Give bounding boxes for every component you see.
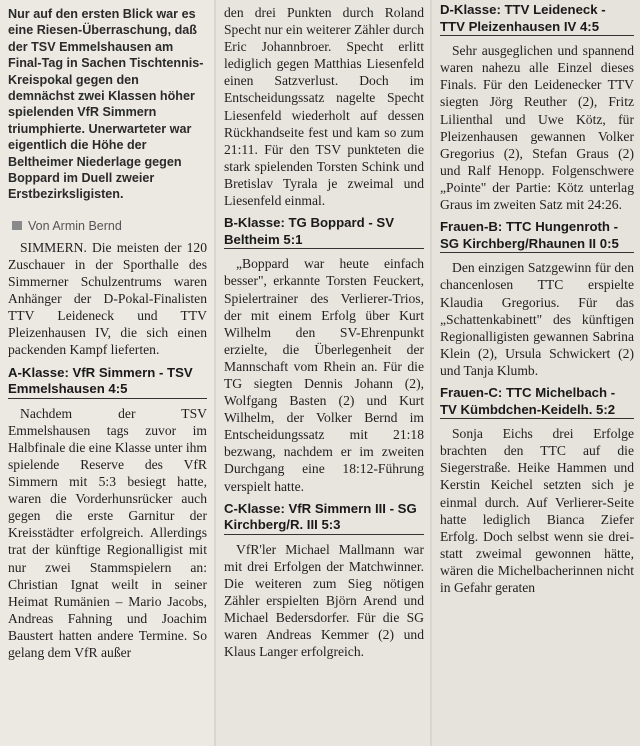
c-klasse-text: VfR'ler Michael Mallmann war mit drei Erfolgen der Matchwinner. Die weiteren zum Sieg nötigen Zähler erspielten Björn Arend und Michael Bedersdorfer. Für die SG waren Andreas Kemmer (2) und Klaus Langer erfolgreich.: [224, 541, 424, 660]
intro-paragraph: SIMMERN. Die meisten der 120 Zuschauer in der Sporthalle des Simmerner Schulzentrums waren Anhänger der D-Pokal-Finalisten TTV Leideneck und TTV Pleizenhausen IV, die sich einen packenden Kampf lieferten.: [8, 239, 207, 358]
d-klasse-text: Sehr ausgeglichen und spannend waren nahezu alle Einzel dieses Finals. Für den Leidenecker TTV siegten Jörg Reuther (2), Fritz Lilienthal und Uwe Kötz, für Pleizenhausen gewannen Volker Gregorius (2), Stefan Graus (2) und Ralf Henopp. Folgenschwere „Pointe" der Partie: Kötz unterlag Graus im zweiten Satz mit 24:26.: [440, 43, 634, 213]
article-lead: Nur auf den ersten Blick war es eine Riesen-Überraschung, daß der TSV Emmelshausen am Final-Tag in Sachen Tischtennis-Kreispokal gegen den demnächst zwei Klassen höher spielenden VfR Simmern triumphierte. Unerwarteter war eigentlich die Höhe der Beltheimer Niederlage gegen Boppard im Duell zweier Erstbezirksligisten.: [8, 7, 204, 202]
column-1: [0, 0, 214, 746]
heading-text: Frauen-B: TTC Hungenroth - SG Kirchberg/Rhaunen II 0:5: [440, 219, 634, 253]
b-klasse-text: „Boppard war heute einfach besser", erkannte Torsten Feuckert, Spielertrainer des Verlierer-Trios, der mit einem Erfolg über Kurt Wilhelm den SV-Ehrenpunkt erzielte, die Überlegenheit der Mannschaft vom Rhein an. Für die TG siegten Dennis Johann (2), Wolfgang Basten (2) und Kurt Wilhelm, der Volker Bernd im Entscheidungssatz mit 21:18 bezwang, nachdem er im zweiten Durchgang eine 18:12-Führung verspielt hatte.: [224, 256, 424, 494]
section-heading-a-klasse: [8, 365, 207, 399]
column-3: [432, 0, 640, 746]
heading-text: Frauen-C: TTC Michelbach - TV Kümbdchen-Keidelh. 5:2: [440, 385, 634, 419]
byline-square-icon: [12, 221, 22, 230]
section-heading-d-klasse: [440, 2, 634, 36]
heading-text: B-Klasse: TG Boppard - SV Beltheim 5:1: [224, 215, 424, 249]
heading-text: D-Klasse: TTV Leideneck - TTV Pleizenhausen IV 4:5: [440, 2, 634, 36]
heading-text: A-Klasse: VfR Simmern - TSV Emmelshausen 4:5: [8, 365, 207, 399]
section-heading-frauen-b: [440, 219, 634, 253]
byline-author: Von Armin Bernd: [28, 218, 122, 233]
section-heading-frauen-c: [440, 385, 634, 419]
a-klasse-text-continued: den drei Punkten durch Roland Specht nur ein weiterer Zähler durch Eric Johannbroer. Specht erlitt lediglich gegen Matthias Liesenfeld einen Satzverlust. Doch im Entscheidungssatz nagelte Specht Liesenfeld wiederholt auf dessen Rückhandseite fest und kam so zum 21:11. Für den TSV punkteten die stark spielenden Torsten Schink und Bretislav Tyrala je zweimal und Liesenfeld einmal.: [224, 5, 424, 209]
heading-text: C-Klasse: VfR Simmern III - SG Kirchberg/R. III 5:3: [224, 501, 424, 535]
section-heading-c-klasse: [224, 501, 424, 535]
section-heading-b-klasse: [224, 215, 424, 249]
frauen-c-text: Sonja Eichs drei Erfolge brachten den TTC auf die Siegerstraße. Heike Hammen und Kerstin Keichel setzten sich je einmal durch. Auf Verlierer-Seite hatte lediglich Bianca Ziefer Erfolg. Doch selbst wenn sie drei- statt zweimal gewonnen hätte, wären die Michelbacherinnen nicht in Gefahr geraten: [440, 426, 634, 595]
byline: [12, 219, 207, 233]
frauen-b-text: Den einzigen Satzgewinn für den chancenlosen TTC erspielte Klaudia Gregorius. Für das „Schattenkabinett" des künftigen Regionalligisten gewannen Sabrina Klein (2), Ursula Schwickert (2) und Tanja Klumb.: [440, 260, 634, 378]
column-2: [216, 0, 430, 746]
a-klasse-text: Nachdem der TSV Emmelshausen tags zuvor im Halbfinale die eine Klasse unter ihm spielende Reserve des VfR Simmern mit 5:3 besiegt hatte, waren die Vorderhunsrücker auch gegen die erste Garnitur der Kreisstädter erfolgreich. Allerdings trat der künftige Regionalligist mit nur zwei Stammspielern an: Christian Ignat weilt in seiner Heimat Rumänien – Mario Jacobs, Andreas Fahning und Joachim Baustert hatten andere Termine. So gelang dem VfR außer: [8, 405, 207, 661]
